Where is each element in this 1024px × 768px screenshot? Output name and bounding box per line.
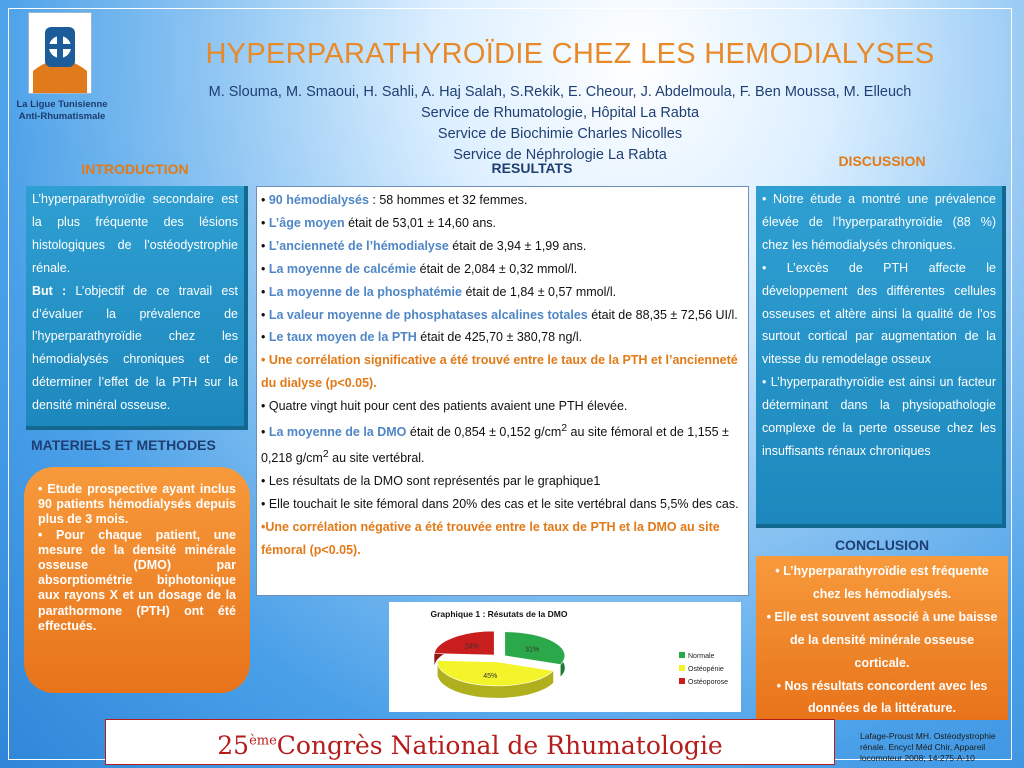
result-pth-elevee: • Quatre vingt huit pour cent des patients avaient une PTH élevée.	[261, 399, 628, 414]
methods-text-2: • Pour chaque patient, une mesure de la densité minérale osseuse (DMO) par absorptiométrie biphotonique aux rayons X et un dosage de la parathormone (PTH) ont été effectués.	[38, 527, 236, 633]
result-item: • La moyenne de la phosphatémie était de 1,84 ± 0,57 mmol/l.	[261, 284, 617, 299]
service-rhumatologie: Service de Rhumatologie, Hôpital La Rabta	[420, 105, 700, 121]
result-item: • Le taux moyen de la PTH était de 425,70 ± 380,78 ng/l.	[261, 330, 583, 345]
dmo-pie-chart	[389, 602, 741, 712]
results-heading: RESULTATS	[491, 160, 573, 176]
service-biochimie: Service de Biochimie Charles Nicolles	[437, 126, 683, 142]
reference-note: Lafage-Proust MH. Ostéodystrophie rénale. Encycl Méd Chir, Appareil locomoteur 2008; 14:275-A-10	[860, 731, 996, 763]
pie-slice-label: 45%	[483, 672, 498, 680]
result-graphique-ref: • Les résultats de la DMO sont représentés par le graphique1	[261, 474, 601, 489]
result-item: • 90 hémodialysés : 58 hommes et 32 femmes.	[261, 193, 528, 207]
introduction-heading: INTRODUCTION	[81, 161, 189, 177]
introduction-text-2	[32, 280, 238, 417]
congress-banner	[105, 719, 835, 765]
methods-text-1: • Etude prospective ayant inclus 90 patients hémodialysés depuis plus de 3 mois.	[38, 482, 236, 527]
legend-swatch	[679, 652, 685, 658]
conclusion-text-3: • Nos résultats concordent avec les données de la littérature.	[776, 678, 988, 716]
poster-title: HYPERPARATHYROÏDIE CHEZ LES HEMODIALYSES	[205, 38, 935, 70]
conclusion-text-2: • Elle est souvent associé à une baisse de la densité minérale osseuse corticale.	[766, 609, 998, 670]
result-dmo: • La moyenne de la DMO était de 0,854 ± 0,152 $g/cm^2$ au site fémoral et de 1,155 ± 0,218 $g/cm^2$ au site vertébral.	[261, 423, 729, 466]
conclusion-text-1: • L’hyperparathyroïdie est fréquente chez les hémodialysés.	[775, 564, 989, 601]
authors-line: M. Slouma, M. Smaoui, H. Sahli, A. Haj Salah, S.Rekik, E. Cheour, J. Abdelmoula, F. Ben Moussa, M. Elleuch	[208, 84, 912, 100]
introduction-text-1: L’hyperparathyroïdie secondaire est la plus fréquente des lésions histologiques de l’ostéodystrophie rénale.	[32, 192, 238, 275]
but-text: L’objectif de ce travail est d’évaluer la prévalence de l’hyperparathyroïdie chez les hémodialysés chroniques et de déterminer l’effet de la PTH sur la densité minéral osseuse.	[32, 283, 238, 413]
pie-slice-label: 31%	[525, 646, 540, 654]
congress-title: 25èmeCongrès National de Rhumatologie	[217, 731, 723, 761]
pie-slice-label: 24%	[464, 643, 479, 651]
league-logo	[28, 12, 92, 94]
result-item: • La valeur moyenne de phosphatases alcalines totales était de 88,35 ± 72,56 UI/l.	[261, 307, 738, 322]
results-box	[256, 186, 749, 596]
legend-label: Ostéoporose	[688, 679, 729, 686]
discussion-box	[756, 186, 1006, 528]
introduction-box	[26, 186, 248, 430]
discussion-text-2: • L’excès de PTH affecte le développement des différentes cellules osseuses et altère ainsi la qualité de l’os surtout cortical par augmentation de la vitesse du remodelage osseux	[762, 260, 996, 367]
result-item: • La moyenne de calcémie était de 2,084 ± 0,32 mmol/l.	[261, 261, 578, 276]
but-label: But :	[32, 283, 67, 298]
conclusion-heading: CONCLUSION	[834, 537, 930, 553]
legend-label: Normale	[688, 653, 715, 660]
methods-heading: MATERIELS ET METHODES	[31, 437, 216, 453]
result-site-femoral: • Elle touchait le site fémoral dans 20% des cas et le site vertébral dans 5,5% des cas.	[261, 497, 739, 512]
discussion-text-3: • L’hyperparathyroïdie est ainsi un facteur déterminant dans la physiopathologie complexe de la perte osseuse chez les insuffisants rénaux chroniques	[762, 375, 996, 458]
dmo-chart	[389, 602, 741, 712]
legend-swatch	[679, 665, 685, 671]
logo-emblem-icon	[29, 13, 91, 93]
methods-box	[24, 467, 250, 693]
result-item: • L’âge moyen était de 53,01 ± 14,60 ans.	[261, 215, 497, 230]
result-correlation-1: • Une corrélation significative a été trouvé entre le taux de la PTH et l’ancienneté du dialyse (p<0.05).	[261, 353, 738, 391]
chart-title: Graphique 1 : Résutats de la DMO	[430, 609, 568, 619]
logo-caption: La Ligue Tunisienne Anti-Rhumatismale	[16, 99, 108, 122]
legend-swatch	[679, 678, 685, 684]
conclusion-box	[756, 556, 1008, 720]
legend-label: Ostéopénie	[688, 666, 724, 673]
result-item: • L’ancienneté de l’hémodialyse était de 3,94 ± 1,99 ans.	[261, 238, 587, 253]
result-correlation-2: •Une corrélation négative a été trouvée entre le taux de PTH et la DMO au site fémoral (p<0.05).	[261, 520, 720, 557]
discussion-heading: DISCUSSION	[838, 153, 926, 169]
service-nephrologie: Service de Néphrologie La Rabta	[453, 147, 667, 163]
discussion-text-1: • Notre étude a montré une prévalence élevée de l’hyperparathyroïdie (88 %) chez les hémodialysés chroniques.	[762, 192, 996, 252]
